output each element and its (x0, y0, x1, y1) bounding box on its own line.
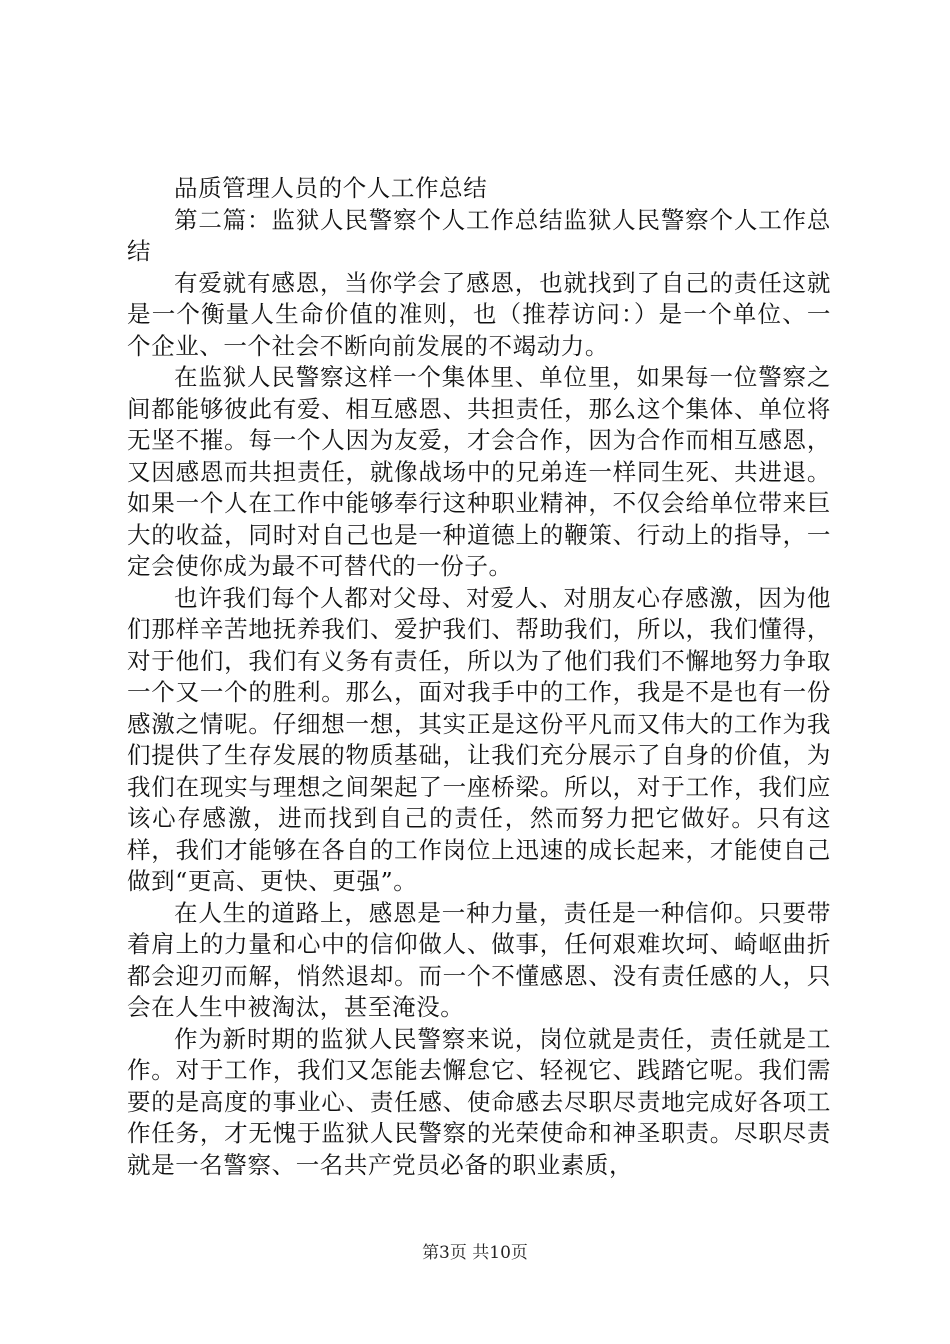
section-heading: 第二篇：监狱人民警察个人工作总结监狱人民警察个人工作总结 (127, 205, 831, 265)
document-title: 品质管理人员的个人工作总结 (174, 174, 488, 202)
page-number-footer: 第3页 共10页 (422, 1243, 528, 1263)
body-paragraph: 作为新时期的监狱人民警察来说，岗位就是责任，责任就是工作。对于工作，我们又怎能去懈怠它、轻视它、践踏它呢。我们需要的是高度的事业心、责任感、使命感去尽职尽责地完成好各项工作任务，才无愧于监狱人民警察的光荣使命和神圣职责。尽职尽责就是一名警察、一名共产党员必备的职业素质， (127, 1024, 831, 1179)
body-paragraph: 也许我们每个人都对父母、对爱人、对朋友心存感激，因为他们那样辛苦地抚养我们、爱护我们、帮助我们，所以，我们懂得，对于他们，我们有义务有责任，所以为了他们我们不懈地努力争取一个又一个的胜利。那么，面对我手中的工作，我是不是也有一份感激之情呢。仔细想一想，其实正是这份平凡而又伟大的工作为我们提供了生存发展的物质基础，让我们充分展示了自身的价值，为我们在现实与理想之间架起了一座桥梁。所以，对于工作，我们应该心存感激，进而找到自己的责任，然而努力把它做好。只有这样，我们才能够在各自的工作岗位上迅速的成长起来，才能使自己做到“更高、更快、更强”。 (127, 583, 831, 895)
body-paragraph: 在监狱人民警察这样一个集体里、单位里，如果每一位警察之间都能够彼此有爱、相互感恩、共担责任，那么这个集体、单位将无坚不摧。每一个人因为友爱，才会合作，因为合作而相互感恩，又因感恩而共担责任，就像战场中的兄弟连一样同生死、共进退。如果一个人在工作中能够奉行这种职业精神，不仅会给单位带来巨大的收益，同时对自己也是一种道德上的鞭策、行动上的指导，一定会使你成为最不可替代的一份子。 (127, 363, 831, 580)
body-paragraph: 在人生的道路上，感恩是一种力量，责任是一种信仰。只要带着肩上的力量和心中的信仰做人、做事，任何艰难坎坷、崎岖曲折都会迎刃而解，悄然退却。而一个不懂感恩、没有责任感的人，只会在人生中被淘汰，甚至淹没。 (127, 898, 831, 1021)
body-paragraph: 有爱就有感恩，当你学会了感恩，也就找到了自己的责任这就是一个衡量人生命价值的准则，也（推荐访问：）是一个单位、一个企业、一个社会不断向前发展的不竭动力。 (127, 268, 831, 360)
document-body (127, 173, 831, 1181)
